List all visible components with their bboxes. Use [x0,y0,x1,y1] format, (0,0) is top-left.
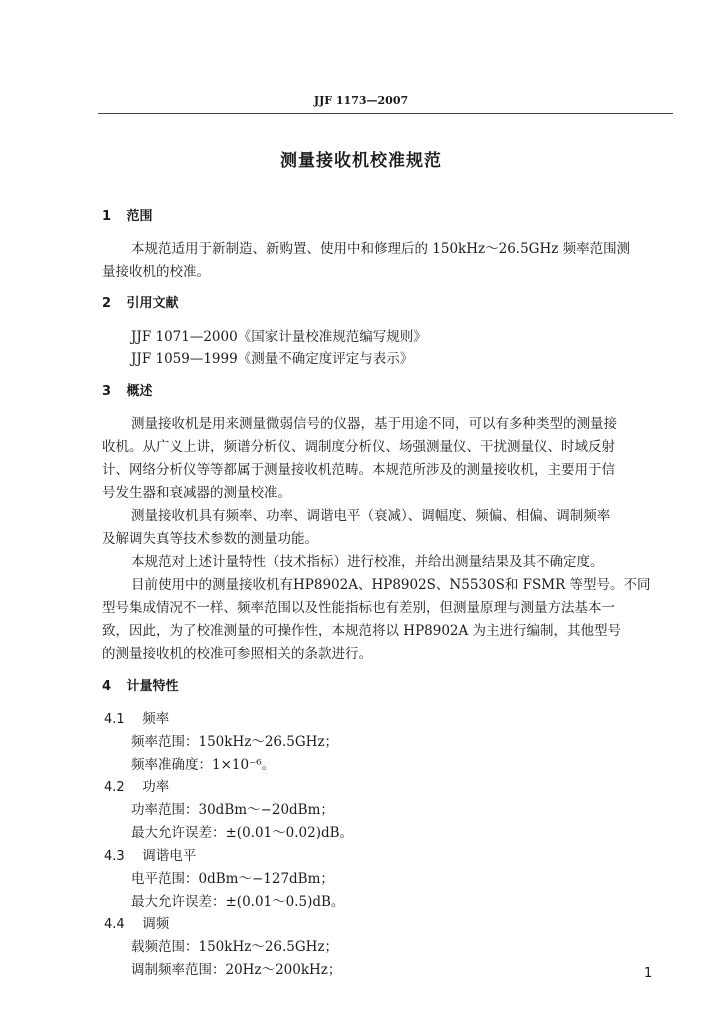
section-number: 1 [102,209,112,224]
paragraph-line: 号发生器和衰减器的测量校准。 [102,485,291,501]
subsection-title: 调谐电平 [142,848,197,864]
section-title: 概述 [126,384,153,399]
subsection-number: 4.3 [104,849,125,864]
spec-item: 载频范围：150kHz～26.5GHz； [131,939,339,955]
paragraph-line: 量接收机的校准。 [102,264,210,280]
spec-item: 频率准确度：1×10⁻⁶。 [131,757,276,773]
running-header: JJF 1173—2007 [313,94,409,107]
paragraph-line: 本规范适用于新制造、新购置、使用中和修理后的 150kHz～26.5GHz 频率范围测 [131,241,631,257]
paragraph-line: 收机。从广义上讲，频谱分析仪、调制度分析仪、场强测量仪、干扰测量仪、时域反射 [102,439,615,455]
paragraph-line: 本规范对上述计量特性（技术指标）进行校准，并给出测量结果及其不确定度。 [131,554,604,570]
spec-item: 频率范围：150kHz～26.5GHz； [131,734,339,750]
section-heading-references [102,292,179,311]
spec-item: 功率范围：30dBm～−20dBm； [131,802,334,818]
subsection-title: 调频 [142,916,170,932]
paragraph-line: 及解调失真等技术参数的测量功能。 [102,531,318,547]
reference-item: JJF 1059—1999《测量不确定度评定与表示》 [131,351,414,367]
section-title: 引用文献 [126,296,179,311]
spec-item: 最大允许误差：±(0.01～0.5)dB。 [131,894,345,910]
subsection-number: 4.2 [104,780,125,795]
section-title: 范围 [126,209,153,224]
subsection-number: 4.4 [104,917,125,932]
subsection-heading [104,775,169,795]
spec-item: 调制频率范围：20Hz～200kHz； [131,962,342,978]
section-number: 3 [102,384,112,399]
spec-item: 电平范围：0dBm～−127dBm； [131,871,334,887]
subsection-heading [104,912,169,932]
section-number: 4 [102,679,112,694]
section-number: 2 [102,296,112,311]
subsection-heading [104,707,169,727]
subsection-heading [104,844,196,864]
paragraph-line: 测量接收机是用来测量微弱信号的仪器，基于用途不同，可以有多种类型的测量接 [131,416,617,432]
section-heading-metrology [102,675,179,694]
section-heading-scope [102,205,153,224]
spec-item: 最大允许误差：±(0.01～0.02)dB。 [131,825,354,841]
subsection-title: 功率 [142,779,170,795]
paragraph-line: 型号集成情况不一样、频率范围以及性能指标也有差别，但测量原理与测量方法基本一 [102,600,615,616]
document-title: 测量接收机校准规范 [280,151,442,171]
reference-item: JJF 1071—2000《国家计量校准规范编写规则》 [131,329,427,345]
section-title: 计量特性 [126,679,179,694]
paragraph-line: 致，因此，为了校准测量的可操作性，本规范将以 HP8902A 为主进行编制，其他型号 [102,623,622,639]
paragraph-line: 测量接收机具有频率、功率、调谐电平（衰减）、调幅度、频偏、相偏、调制频率 [131,508,611,524]
paragraph-line: 的测量接收机的校准可参照相关的条款进行。 [102,646,372,662]
subsection-number: 4.1 [104,712,125,727]
header-rule [98,113,673,114]
subsection-title: 频率 [142,711,170,727]
section-heading-overview [102,380,153,399]
paragraph-line: 计、网络分析仪等等都属于测量接收机范畴。本规范所涉及的测量接收机，主要用于信 [102,462,615,478]
paragraph-line: 目前使用中的测量接收机有HP8902A、HP8902S、N5530S和 FSMR 等型号。不同 [131,577,651,593]
page-number: 1 [644,966,653,981]
